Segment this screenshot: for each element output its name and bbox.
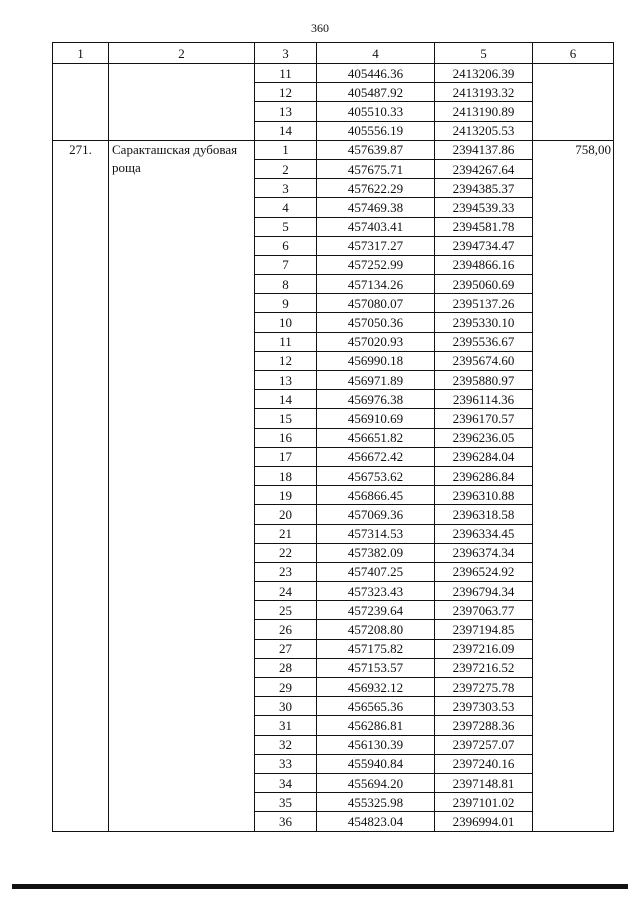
coord-y: 2397303.53 <box>435 697 533 716</box>
point-number: 9 <box>255 294 317 313</box>
coord-x: 457134.26 <box>317 275 435 294</box>
coord-y: 2396994.01 <box>435 812 533 831</box>
coord-x: 456651.82 <box>317 428 435 447</box>
point-number: 7 <box>255 255 317 274</box>
coord-x: 457622.29 <box>317 179 435 198</box>
coord-x: 457639.87 <box>317 140 435 159</box>
coord-x: 457403.41 <box>317 217 435 236</box>
coord-x: 456753.62 <box>317 466 435 485</box>
coord-y: 2413190.89 <box>435 102 533 121</box>
point-number: 16 <box>255 428 317 447</box>
point-number: 25 <box>255 601 317 620</box>
area-cell <box>533 64 614 141</box>
coord-x: 455940.84 <box>317 754 435 773</box>
coord-x: 454823.04 <box>317 812 435 831</box>
point-number: 11 <box>255 332 317 351</box>
point-number: 21 <box>255 524 317 543</box>
coord-x: 456990.18 <box>317 351 435 370</box>
coord-x: 457020.93 <box>317 332 435 351</box>
coord-y: 2397216.52 <box>435 658 533 677</box>
coord-y: 2397257.07 <box>435 735 533 754</box>
coord-x: 405446.36 <box>317 64 435 83</box>
coord-y: 2396286.84 <box>435 466 533 485</box>
object-number: 271. <box>53 140 109 831</box>
coord-y: 2397194.85 <box>435 620 533 639</box>
point-number: 4 <box>255 198 317 217</box>
point-number: 11 <box>255 64 317 83</box>
coord-x: 456286.81 <box>317 716 435 735</box>
point-number: 33 <box>255 754 317 773</box>
coord-x: 455325.98 <box>317 793 435 812</box>
coord-y: 2395060.69 <box>435 275 533 294</box>
coord-y: 2395330.10 <box>435 313 533 332</box>
coord-y: 2397148.81 <box>435 773 533 792</box>
coord-y: 2397288.36 <box>435 716 533 735</box>
coord-x: 457469.38 <box>317 198 435 217</box>
coord-y: 2395880.97 <box>435 371 533 390</box>
header-cell: 2 <box>109 43 255 64</box>
coord-y: 2397216.09 <box>435 639 533 658</box>
point-number: 26 <box>255 620 317 639</box>
coord-y: 2396524.92 <box>435 562 533 581</box>
point-number: 36 <box>255 812 317 831</box>
coord-x: 457314.53 <box>317 524 435 543</box>
coord-x: 457407.25 <box>317 562 435 581</box>
coord-y: 2396334.45 <box>435 524 533 543</box>
point-number: 30 <box>255 697 317 716</box>
header-cell: 4 <box>317 43 435 64</box>
coord-y: 2395137.26 <box>435 294 533 313</box>
coord-y: 2396114.36 <box>435 390 533 409</box>
point-number: 6 <box>255 236 317 255</box>
coord-x: 457252.99 <box>317 255 435 274</box>
object-number-cell <box>53 64 109 141</box>
coord-x: 457208.80 <box>317 620 435 639</box>
coord-y: 2397275.78 <box>435 678 533 697</box>
header-cell: 5 <box>435 43 533 64</box>
point-number: 1 <box>255 140 317 159</box>
coord-x: 456932.12 <box>317 678 435 697</box>
coord-y: 2397240.16 <box>435 754 533 773</box>
table-row <box>53 64 614 83</box>
coord-y: 2396310.88 <box>435 486 533 505</box>
coord-y: 2413206.39 <box>435 64 533 83</box>
coord-x: 457153.57 <box>317 658 435 677</box>
coord-y: 2395674.60 <box>435 351 533 370</box>
coord-x: 457675.71 <box>317 159 435 178</box>
coord-y: 2396170.57 <box>435 409 533 428</box>
coord-x: 457050.36 <box>317 313 435 332</box>
coordinates-table <box>52 42 614 832</box>
coord-x: 457069.36 <box>317 505 435 524</box>
point-number: 12 <box>255 351 317 370</box>
coord-y: 2394734.47 <box>435 236 533 255</box>
point-number: 32 <box>255 735 317 754</box>
page-number: 360 <box>311 21 329 35</box>
coord-x: 405556.19 <box>317 121 435 140</box>
point-number: 14 <box>255 390 317 409</box>
coord-y: 2396318.58 <box>435 505 533 524</box>
coord-y: 2396236.05 <box>435 428 533 447</box>
coord-x: 456866.45 <box>317 486 435 505</box>
coord-x: 456910.69 <box>317 409 435 428</box>
point-number: 34 <box>255 773 317 792</box>
header-row <box>53 43 614 64</box>
coord-y: 2394385.37 <box>435 179 533 198</box>
point-number: 31 <box>255 716 317 735</box>
coord-x: 457323.43 <box>317 582 435 601</box>
header-cell: 1 <box>53 43 109 64</box>
object-name-cell <box>109 64 255 141</box>
coord-y: 2396284.04 <box>435 447 533 466</box>
point-number: 29 <box>255 678 317 697</box>
point-number: 5 <box>255 217 317 236</box>
coord-y: 2413205.53 <box>435 121 533 140</box>
point-number: 13 <box>255 102 317 121</box>
coord-y: 2394866.16 <box>435 255 533 274</box>
object-area: 758,00 <box>533 140 614 831</box>
header-cell: 6 <box>533 43 614 64</box>
coord-x: 457080.07 <box>317 294 435 313</box>
coord-y: 2394539.33 <box>435 198 533 217</box>
point-number: 12 <box>255 83 317 102</box>
bottom-rule <box>12 884 628 889</box>
coord-x: 457382.09 <box>317 543 435 562</box>
coord-x: 456971.89 <box>317 371 435 390</box>
point-number: 3 <box>255 179 317 198</box>
coord-x: 457175.82 <box>317 639 435 658</box>
point-number: 24 <box>255 582 317 601</box>
point-number: 28 <box>255 658 317 677</box>
point-number: 22 <box>255 543 317 562</box>
coord-y: 2394581.78 <box>435 217 533 236</box>
coord-y: 2397101.02 <box>435 793 533 812</box>
point-number: 18 <box>255 466 317 485</box>
coord-y: 2395536.67 <box>435 332 533 351</box>
point-number: 27 <box>255 639 317 658</box>
point-number: 13 <box>255 371 317 390</box>
coord-y: 2394137.86 <box>435 140 533 159</box>
coord-x: 457317.27 <box>317 236 435 255</box>
coord-x: 457239.64 <box>317 601 435 620</box>
coord-y: 2396374.34 <box>435 543 533 562</box>
point-number: 8 <box>255 275 317 294</box>
point-number: 14 <box>255 121 317 140</box>
coord-y: 2396794.34 <box>435 582 533 601</box>
coord-x: 405487.92 <box>317 83 435 102</box>
point-number: 20 <box>255 505 317 524</box>
coord-x: 456976.38 <box>317 390 435 409</box>
header-cell: 3 <box>255 43 317 64</box>
point-number: 23 <box>255 562 317 581</box>
coord-y: 2397063.77 <box>435 601 533 620</box>
point-number: 15 <box>255 409 317 428</box>
coord-y: 2413193.32 <box>435 83 533 102</box>
coord-y: 2394267.64 <box>435 159 533 178</box>
point-number: 17 <box>255 447 317 466</box>
coord-x: 456130.39 <box>317 735 435 754</box>
coord-x: 456565.36 <box>317 697 435 716</box>
point-number: 10 <box>255 313 317 332</box>
coord-x: 405510.33 <box>317 102 435 121</box>
object-name: Саракташская дубовая роща <box>109 140 255 831</box>
coord-x: 456672.42 <box>317 447 435 466</box>
point-number: 19 <box>255 486 317 505</box>
table-row <box>53 140 614 159</box>
point-number: 35 <box>255 793 317 812</box>
coord-x: 455694.20 <box>317 773 435 792</box>
point-number: 2 <box>255 159 317 178</box>
